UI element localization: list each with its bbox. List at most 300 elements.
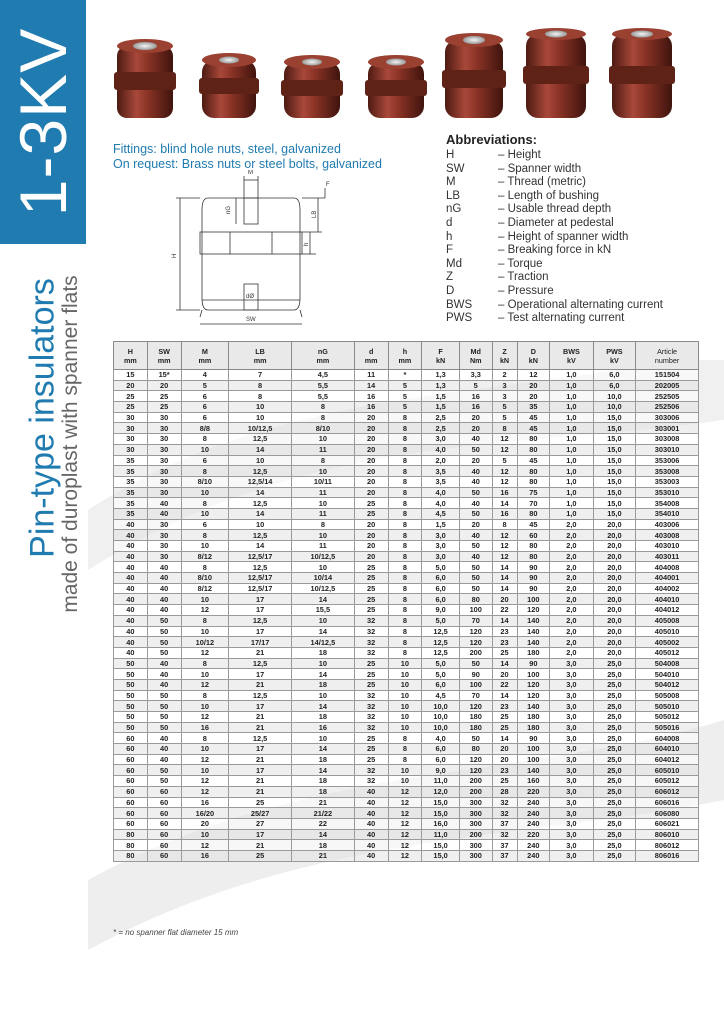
column-header: [114, 342, 148, 370]
table-cell: 23: [492, 637, 517, 648]
table-cell: 15,0: [422, 840, 460, 851]
table-row: [114, 370, 699, 381]
table-cell: 5: [388, 380, 422, 391]
table-cell: 2,0: [550, 562, 593, 573]
table-row: [114, 594, 699, 605]
table-cell: 1,0: [550, 370, 593, 381]
table-cell: 8: [388, 754, 422, 765]
table-cell: 16: [181, 850, 229, 861]
table-body: [114, 370, 699, 862]
table-row: [114, 551, 699, 562]
table-row: [114, 562, 699, 573]
table-row: [114, 776, 699, 787]
table-cell: 353003: [636, 476, 699, 487]
table-cell: 20,0: [593, 562, 636, 573]
table-cell: 1,0: [550, 487, 593, 498]
table-cell: 8: [291, 402, 354, 413]
table-cell: 200: [459, 786, 492, 797]
table-cell: 120: [459, 637, 492, 648]
table-cell: 12: [492, 530, 517, 541]
table-cell: 10,0: [593, 402, 636, 413]
table-row: [114, 754, 699, 765]
voltage-title: 1-3KV: [6, 27, 80, 217]
table-cell: 22: [291, 818, 354, 829]
table-cell: 25: [354, 744, 388, 755]
table-cell: 90: [517, 562, 550, 573]
table-cell: 40: [114, 551, 148, 562]
column-header: [181, 342, 229, 370]
table-row: [114, 402, 699, 413]
table-cell: 8: [229, 380, 292, 391]
table-cell: 10: [388, 722, 422, 733]
abbreviation-key: Md: [446, 257, 462, 270]
label-h-total: H: [172, 253, 178, 258]
table-cell: 20: [459, 423, 492, 434]
table-cell: 90: [459, 669, 492, 680]
table-cell: 25: [354, 605, 388, 616]
table-cell: 15,0: [593, 466, 636, 477]
table-cell: 20: [492, 754, 517, 765]
abbreviation-item: [446, 258, 663, 272]
column-header-label: M: [201, 346, 208, 356]
table-row: [114, 466, 699, 477]
table-cell: 8: [388, 551, 422, 562]
table-cell: 16: [459, 391, 492, 402]
label-d: dØ: [246, 294, 255, 300]
table-cell: 15,0: [422, 850, 460, 861]
table-cell: 40: [114, 605, 148, 616]
table-cell: 2,0: [550, 530, 593, 541]
table-cell: 403006: [636, 519, 699, 530]
table-cell: 45: [517, 519, 550, 530]
table-cell: 21: [229, 786, 292, 797]
table-cell: 60: [147, 829, 181, 840]
table-cell: 40: [459, 498, 492, 509]
table-cell: 22: [492, 605, 517, 616]
table-cell: 25: [492, 712, 517, 723]
column-header-label: F: [438, 346, 443, 356]
table-cell: 12,5/17: [229, 573, 292, 584]
insulator-photo-1: [114, 39, 176, 118]
table-cell: 8: [181, 530, 229, 541]
table-cell: 12: [181, 605, 229, 616]
table-cell: 220: [517, 786, 550, 797]
table-cell: 45: [517, 412, 550, 423]
table-cell: 40: [354, 786, 388, 797]
table-cell: 18: [291, 647, 354, 658]
table-cell: 151504: [636, 370, 699, 381]
table-cell: 303006: [636, 412, 699, 423]
table-cell: 405010: [636, 626, 699, 637]
table-cell: 606021: [636, 818, 699, 829]
table-cell: 40: [114, 626, 148, 637]
table-cell: 5,0: [422, 658, 460, 669]
table-cell: 12,5/17: [229, 551, 292, 562]
table-cell: 20,0: [593, 573, 636, 584]
table-cell: 25,0: [593, 679, 636, 690]
table-row: [114, 487, 699, 498]
table-cell: 20: [517, 391, 550, 402]
table-cell: 2,5: [422, 412, 460, 423]
table-cell: 16,0: [422, 818, 460, 829]
table-cell: 8: [388, 541, 422, 552]
table-cell: 8: [388, 626, 422, 637]
table-cell: 240: [517, 797, 550, 808]
table-cell: 100: [459, 679, 492, 690]
table-cell: 3,0: [550, 722, 593, 733]
column-header-unit: mm: [123, 355, 137, 365]
table-cell: 20: [354, 423, 388, 434]
table-cell: 3,0: [550, 850, 593, 861]
table-cell: 10: [388, 669, 422, 680]
table-cell: 50: [459, 658, 492, 669]
table-cell: 3,0: [550, 776, 593, 787]
technical-drawing: [160, 170, 340, 332]
table-cell: 18: [291, 776, 354, 787]
table-cell: 32: [354, 647, 388, 658]
table-cell: 9,0: [422, 765, 460, 776]
table-cell: 40: [354, 850, 388, 861]
table-cell: 8: [388, 594, 422, 605]
table-cell: 40: [114, 573, 148, 584]
table-cell: 18: [291, 754, 354, 765]
table-cell: 12,5: [229, 530, 292, 541]
table-cell: 8: [388, 412, 422, 423]
table-cell: 10: [291, 466, 354, 477]
table-cell: 90: [517, 583, 550, 594]
table-row: [114, 519, 699, 530]
table-cell: 40: [147, 594, 181, 605]
table-cell: 20,0: [593, 637, 636, 648]
specifications-table: [113, 341, 699, 862]
table-row: [114, 679, 699, 690]
table-cell: 20,0: [593, 626, 636, 637]
table-cell: 10: [181, 541, 229, 552]
table-cell: 3,0: [550, 765, 593, 776]
table-cell: 354008: [636, 498, 699, 509]
table-cell: 32: [492, 808, 517, 819]
table-cell: 8: [181, 562, 229, 573]
table-cell: 30: [147, 444, 181, 455]
table-cell: 3,0: [550, 786, 593, 797]
table-cell: 40: [354, 818, 388, 829]
table-cell: 17: [229, 744, 292, 755]
table-cell: 8: [388, 519, 422, 530]
table-cell: 40: [147, 573, 181, 584]
table-cell: 8: [229, 391, 292, 402]
table-cell: 160: [517, 776, 550, 787]
abbreviation-key: LB: [446, 189, 461, 202]
table-cell: 8: [388, 434, 422, 445]
table-cell: 12,5: [229, 658, 292, 669]
table-cell: 240: [517, 808, 550, 819]
table-cell: 40: [147, 562, 181, 573]
label-m: M: [248, 170, 253, 176]
table-cell: 1,0: [550, 508, 593, 519]
table-cell: 35: [517, 402, 550, 413]
table-cell: 140: [517, 765, 550, 776]
table-cell: 40: [459, 434, 492, 445]
table-cell: 25,0: [593, 712, 636, 723]
column-header-label: h: [402, 346, 408, 356]
table-cell: 405002: [636, 637, 699, 648]
table-cell: 25,0: [593, 776, 636, 787]
table-cell: 604008: [636, 733, 699, 744]
table-cell: 240: [517, 840, 550, 851]
table-cell: 8: [388, 637, 422, 648]
table-cell: 40: [147, 508, 181, 519]
table-cell: 21: [229, 722, 292, 733]
abbreviation-text: – Spanner width: [498, 162, 582, 175]
abbreviation-key: h: [446, 230, 453, 243]
table-cell: 1,0: [550, 423, 593, 434]
table-cell: 21: [229, 712, 292, 723]
table-cell: 25: [354, 658, 388, 669]
table-cell: 100: [517, 594, 550, 605]
product-subtitle: made of duroplast with spanner flats: [59, 275, 82, 613]
table-cell: 40: [354, 797, 388, 808]
table-cell: 80: [517, 541, 550, 552]
table-cell: 70: [517, 498, 550, 509]
table-cell: 32: [354, 712, 388, 723]
label-h-small: h: [304, 242, 310, 246]
table-cell: 20: [354, 530, 388, 541]
table-row: [114, 605, 699, 616]
abbreviation-item: [446, 271, 663, 285]
table-cell: 300: [459, 850, 492, 861]
table-cell: 14: [492, 583, 517, 594]
table-cell: 50: [459, 733, 492, 744]
table-cell: 40: [459, 530, 492, 541]
table-cell: 11: [291, 508, 354, 519]
table-cell: 40: [114, 583, 148, 594]
table-cell: 12: [388, 808, 422, 819]
table-row: [114, 733, 699, 744]
table-cell: 50: [147, 701, 181, 712]
table-cell: 4,5: [422, 508, 460, 519]
fittings-note: [113, 142, 382, 172]
table-cell: 5,0: [422, 615, 460, 626]
table-cell: 404012: [636, 605, 699, 616]
table-cell: 23: [492, 626, 517, 637]
table-cell: 16: [291, 722, 354, 733]
table-cell: 21/22: [291, 808, 354, 819]
table-cell: 6,0: [422, 754, 460, 765]
table-cell: 3,3: [459, 370, 492, 381]
table-cell: 14: [492, 573, 517, 584]
table-cell: 60: [147, 840, 181, 851]
abbreviation-item: [446, 203, 663, 217]
table-cell: 6,0: [422, 583, 460, 594]
table-cell: 20,0: [593, 519, 636, 530]
table-cell: 10: [181, 594, 229, 605]
table-cell: 8: [181, 466, 229, 477]
abbreviations-list: [446, 149, 663, 326]
column-header: [291, 342, 354, 370]
table-cell: 20: [181, 818, 229, 829]
table-cell: 37: [492, 850, 517, 861]
table-cell: 30: [147, 487, 181, 498]
table-cell: 5,0: [422, 562, 460, 573]
table-cell: *: [388, 370, 422, 381]
table-cell: 40: [147, 658, 181, 669]
table-cell: 60: [114, 797, 148, 808]
column-header-label: H: [127, 346, 133, 356]
insulator-photo-2: [199, 53, 259, 118]
column-header-unit: mm: [316, 355, 330, 365]
table-cell: 10: [181, 508, 229, 519]
table-cell: 50: [459, 583, 492, 594]
table-cell: 25: [492, 722, 517, 733]
table-cell: 32: [354, 701, 388, 712]
table-cell: 11: [291, 541, 354, 552]
column-header-label: SW: [158, 346, 170, 356]
table-cell: 14: [291, 594, 354, 605]
table-cell: 40: [459, 466, 492, 477]
table-cell: 80: [517, 444, 550, 455]
table-cell: 20,0: [593, 605, 636, 616]
table-cell: 11: [291, 487, 354, 498]
table-cell: 8/8: [181, 423, 229, 434]
table-cell: 80: [114, 840, 148, 851]
table-cell: 20: [354, 541, 388, 552]
table-cell: 32: [354, 722, 388, 733]
column-header: [422, 342, 460, 370]
table-cell: 20: [354, 466, 388, 477]
table-cell: 17: [229, 829, 292, 840]
table-cell: 22: [492, 679, 517, 690]
table-cell: 504008: [636, 658, 699, 669]
abbreviation-text: – Length of bushing: [498, 189, 600, 202]
table-cell: 25/27: [229, 808, 292, 819]
table-cell: 60: [114, 765, 148, 776]
table-cell: 3: [492, 380, 517, 391]
table-cell: 8/12: [181, 551, 229, 562]
table-cell: 3: [492, 391, 517, 402]
table-cell: 12: [181, 754, 229, 765]
table-cell: 4,0: [422, 487, 460, 498]
table-cell: 10/12,5: [229, 423, 292, 434]
table-cell: 4: [181, 370, 229, 381]
table-cell: 50: [147, 615, 181, 626]
table-cell: 25,0: [593, 744, 636, 755]
table-cell: 12,5/17: [229, 583, 292, 594]
table-cell: 8: [181, 434, 229, 445]
table-cell: 10: [181, 669, 229, 680]
table-row: [114, 434, 699, 445]
table-row: [114, 797, 699, 808]
table-cell: 3,0: [550, 701, 593, 712]
table-cell: 40: [354, 829, 388, 840]
table-cell: 12,0: [422, 786, 460, 797]
table-cell: 15,0: [422, 797, 460, 808]
table-cell: 40: [114, 541, 148, 552]
table-cell: 806010: [636, 829, 699, 840]
abbreviation-key: d: [446, 216, 453, 229]
table-cell: 16: [354, 391, 388, 402]
table-cell: 300: [459, 808, 492, 819]
table-cell: 60: [114, 754, 148, 765]
table-cell: 180: [459, 712, 492, 723]
table-cell: 25,0: [593, 658, 636, 669]
table-cell: 10,0: [422, 701, 460, 712]
table-cell: 25: [354, 754, 388, 765]
table-cell: 30: [147, 455, 181, 466]
table-cell: 12: [388, 818, 422, 829]
table-cell: 50: [147, 690, 181, 701]
table-cell: 12,5: [229, 615, 292, 626]
table-cell: 100: [459, 605, 492, 616]
table-cell: 80: [114, 850, 148, 861]
table-cell: 50: [114, 712, 148, 723]
table-cell: 120: [459, 754, 492, 765]
table-row: [114, 829, 699, 840]
abbreviation-key: H: [446, 149, 455, 161]
table-cell: 1,0: [550, 380, 593, 391]
table-cell: 8: [388, 498, 422, 509]
table-cell: 303010: [636, 444, 699, 455]
table-cell: 12: [388, 850, 422, 861]
table-cell: 806016: [636, 850, 699, 861]
table-cell: 32: [354, 690, 388, 701]
table-cell: 21: [229, 776, 292, 787]
table-cell: 10: [388, 701, 422, 712]
table-row: [114, 583, 699, 594]
table-cell: 10: [181, 765, 229, 776]
table-cell: 220: [517, 829, 550, 840]
table-cell: 18: [291, 840, 354, 851]
table-cell: 6: [181, 412, 229, 423]
abbreviation-key: SW: [446, 162, 465, 175]
table-cell: 30: [114, 434, 148, 445]
table-cell: 20: [354, 412, 388, 423]
table-cell: 20,0: [593, 615, 636, 626]
table-cell: 505008: [636, 690, 699, 701]
table-cell: 12,5/14: [229, 476, 292, 487]
table-cell: 25,0: [593, 669, 636, 680]
table-cell: 300: [459, 840, 492, 851]
table-cell: 14: [291, 701, 354, 712]
table-cell: 8: [291, 412, 354, 423]
table-cell: 403011: [636, 551, 699, 562]
table-cell: 10: [291, 434, 354, 445]
table-cell: 140: [517, 615, 550, 626]
table-cell: 604010: [636, 744, 699, 755]
table-cell: 1,5: [422, 391, 460, 402]
table-cell: 252506: [636, 402, 699, 413]
table-cell: 8: [181, 498, 229, 509]
table-cell: 404002: [636, 583, 699, 594]
table-cell: 50: [114, 701, 148, 712]
table-cell: 18: [291, 679, 354, 690]
table-cell: 20: [517, 380, 550, 391]
table-cell: 8: [291, 455, 354, 466]
table-cell: 20: [354, 551, 388, 562]
abbreviation-item: [446, 217, 663, 231]
table-cell: 1,3: [422, 370, 460, 381]
insulator-photo-5: [442, 33, 506, 118]
table-row: [114, 722, 699, 733]
table-row: [114, 647, 699, 658]
table-cell: 25,0: [593, 765, 636, 776]
table-cell: 2,0: [550, 541, 593, 552]
column-header: [636, 342, 699, 370]
table-cell: 30: [147, 476, 181, 487]
column-header: [147, 342, 181, 370]
abbreviation-text: – Height of spanner width: [498, 230, 629, 243]
table-cell: 5,0: [422, 669, 460, 680]
table-cell: 20: [354, 487, 388, 498]
